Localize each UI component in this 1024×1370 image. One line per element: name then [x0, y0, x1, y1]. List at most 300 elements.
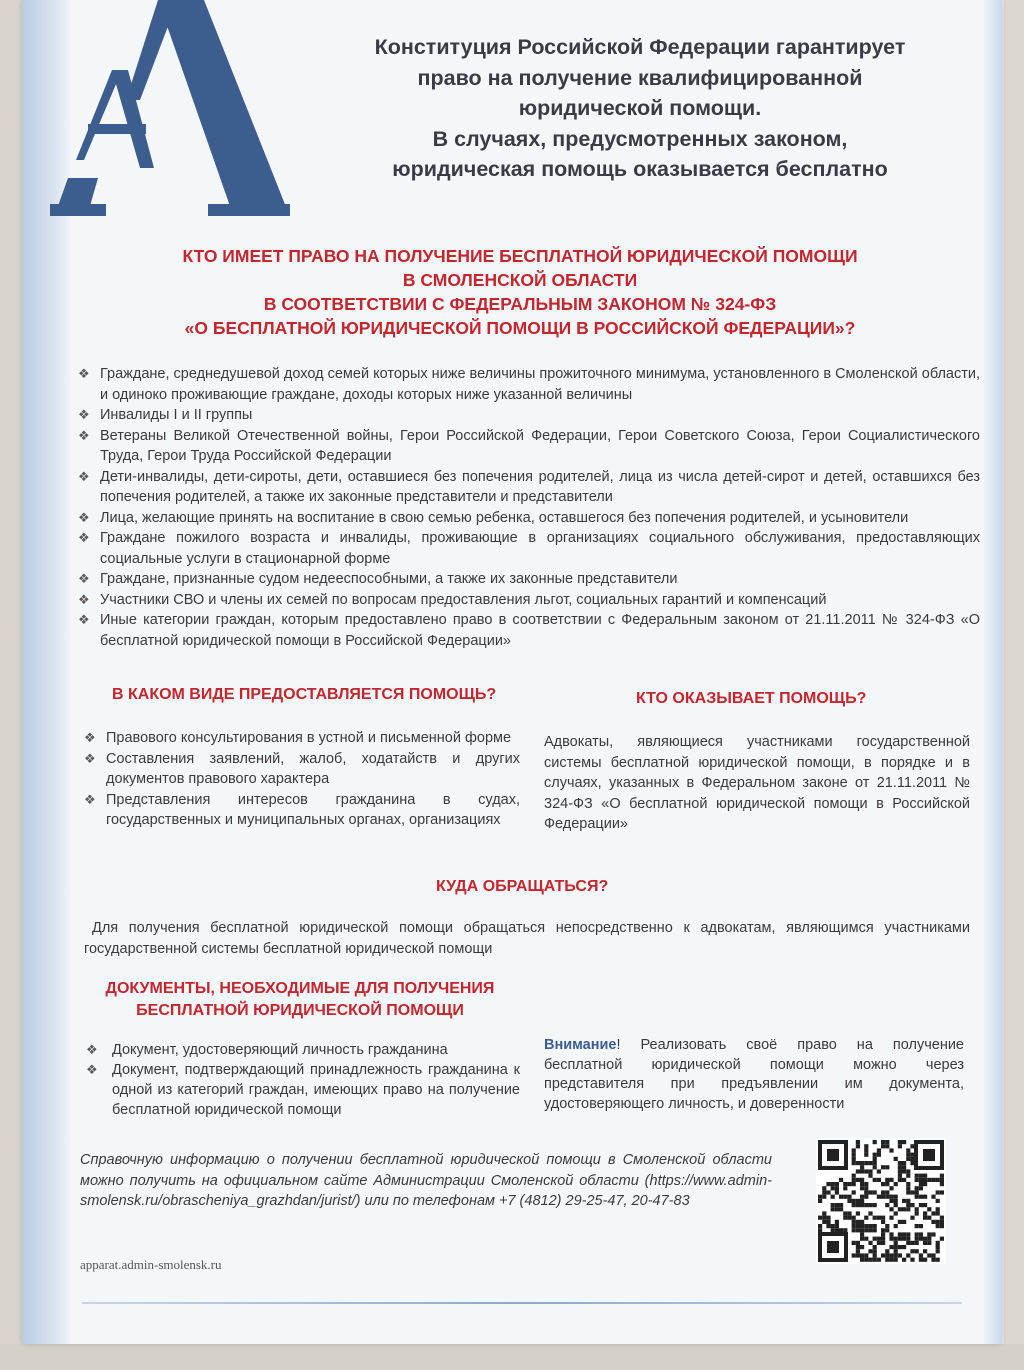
qr-module — [898, 1169, 902, 1173]
qr-module — [906, 1148, 910, 1152]
qr-module — [889, 1207, 893, 1211]
list-item — [82, 790, 520, 831]
qr-module — [826, 1190, 830, 1194]
qr-module — [873, 1216, 877, 1220]
qr-module — [919, 1174, 923, 1178]
qr-module — [898, 1237, 902, 1241]
qr-module — [843, 1186, 847, 1190]
qr-module — [852, 1148, 856, 1152]
qr-module — [843, 1216, 847, 1220]
qr-module — [843, 1211, 847, 1215]
qr-module — [919, 1186, 923, 1190]
qr-module — [877, 1237, 881, 1241]
qr-module — [906, 1199, 910, 1203]
qr-module — [847, 1195, 851, 1199]
qr-module — [822, 1216, 826, 1220]
list-item-text: Правового консультирования в устной и письменной форме — [106, 730, 512, 746]
qr-module — [906, 1182, 910, 1186]
qr-module — [873, 1228, 877, 1232]
qr-module — [915, 1249, 919, 1253]
list-item-text: Граждане, признанные судом недееспособными, а также их законные представители — [100, 571, 678, 587]
docs-heading-line: ДОКУМЕНТЫ, НЕОБХОДИМЫЕ ДЛЯ ПОЛУЧЕНИЯ — [105, 980, 495, 997]
qr-module — [885, 1253, 889, 1257]
qr-module — [915, 1241, 919, 1245]
qr-module — [940, 1174, 944, 1178]
qr-module — [873, 1190, 877, 1194]
diamond-bullet-icon: ❖ — [78, 530, 90, 545]
qr-module — [856, 1253, 860, 1257]
qr-module — [889, 1186, 893, 1190]
qr-module — [868, 1203, 872, 1207]
qr-module — [915, 1207, 919, 1211]
qr-module — [881, 1195, 885, 1199]
qr-module — [818, 1216, 822, 1220]
qr-module — [881, 1241, 885, 1245]
qr-module — [852, 1253, 856, 1257]
qr-module — [860, 1253, 864, 1257]
qr-module — [852, 1157, 856, 1161]
qr-module — [889, 1199, 893, 1203]
qr-module — [822, 1211, 826, 1215]
eligibility-list — [76, 364, 980, 651]
qr-module — [868, 1169, 872, 1173]
reference-info: Справочную информацию о получении бесплатной юридической помощи в Смоленской области можно получить на официальном сайте Администрации Смоленской области (https://www.admin-smolensk.ru/obrascheniya_grazhdan/jurist/) или по телефонам +7 (4812) 29-25-47, 20-47-83 — [80, 1152, 772, 1209]
qr-module — [910, 1161, 914, 1165]
qr-module — [910, 1203, 914, 1207]
footer-divider — [82, 1302, 962, 1304]
qr-module — [894, 1224, 898, 1228]
qr-module — [910, 1249, 914, 1253]
qr-module — [818, 1224, 822, 1228]
qr-module — [940, 1237, 944, 1241]
diamond-bullet-icon: ❖ — [84, 791, 96, 807]
qr-module — [910, 1190, 914, 1194]
qr-module — [835, 1224, 839, 1228]
qr-module — [885, 1258, 889, 1262]
diamond-bullet-icon: ❖ — [78, 366, 90, 381]
list-item-text: Иные категории граждан, которым предоставлено право в соответствии с Федеральным законом от 21.11.2011 № 324-ФЗ «О бесплатной юридической помощи в Российской Федерации» — [100, 612, 980, 649]
qr-module — [856, 1228, 860, 1232]
qr-module — [885, 1195, 889, 1199]
qr-module — [831, 1195, 835, 1199]
qr-module — [919, 1258, 923, 1262]
qr-module — [852, 1182, 856, 1186]
eligibility-heading-line: В СООТВЕТСТВИИ С ФЕДЕРАЛЬНЫМ ЗАКОНОМ № 324-ФЗ — [263, 294, 777, 314]
wall-right — [1004, 0, 1024, 1370]
where-text: Для получения бесплатной юридической помощи обращаться непосредственно к адвокатам, являющимся участниками государственной системы бесплатной юридической помощи — [84, 920, 970, 957]
qr-module — [860, 1169, 864, 1173]
qr-module — [927, 1253, 931, 1257]
qr-module — [864, 1153, 868, 1157]
qr-module — [868, 1241, 872, 1245]
qr-module — [839, 1178, 843, 1182]
qr-module — [936, 1249, 940, 1253]
qr-module — [873, 1237, 877, 1241]
qr-module — [919, 1232, 923, 1236]
qr-module — [894, 1241, 898, 1245]
qr-module — [881, 1216, 885, 1220]
qr-module — [885, 1190, 889, 1194]
qr-module — [864, 1144, 868, 1148]
diamond-bullet-icon: ❖ — [78, 427, 90, 443]
qr-module — [860, 1161, 864, 1165]
qr-module — [923, 1211, 927, 1215]
qr-module — [902, 1220, 906, 1224]
intro-line: Конституция Российской Федерации гарантирует — [374, 35, 906, 59]
list-item — [84, 1040, 520, 1060]
list-item — [76, 467, 980, 508]
qr-module — [839, 1203, 843, 1207]
qr-module — [915, 1232, 919, 1236]
list-item-text: Граждане, среднедушевой доход семей которых ниже величины прожиточного минимума, установленного в Смоленской области, и одиноко проживающие граждане, доходы которых ниже указанной величины — [100, 366, 981, 403]
qr-module — [894, 1199, 898, 1203]
qr-module — [936, 1224, 940, 1228]
list-item-text: Граждане пожилого возраста и инвалиды, проживающие в организациях социального обслуживания, предоставляющих социальные услуги в стационарной форме — [100, 530, 980, 567]
qr-module — [856, 1178, 860, 1182]
diamond-bullet-icon: ❖ — [84, 730, 96, 745]
eligibility-heading — [100, 244, 940, 340]
qr-module — [835, 1186, 839, 1190]
list-item-text: Инвалиды I и II группы — [100, 407, 253, 423]
diamond-bullet-icon: ❖ — [78, 468, 90, 484]
qr-module — [894, 1182, 898, 1186]
qr-module — [898, 1245, 902, 1249]
qr-module — [864, 1203, 868, 1207]
qr-module — [826, 1220, 830, 1224]
qr-module — [856, 1169, 860, 1173]
qr-module — [864, 1195, 868, 1199]
list-item — [76, 528, 980, 569]
qr-module — [931, 1220, 935, 1224]
qr-module — [902, 1169, 906, 1173]
qr-module — [835, 1182, 839, 1186]
qr-module — [902, 1245, 906, 1249]
qr-module — [822, 1195, 826, 1199]
qr-module — [885, 1178, 889, 1182]
docs-list — [84, 1040, 520, 1120]
qr-module — [894, 1237, 898, 1241]
qr-module — [927, 1178, 931, 1182]
qr-module — [936, 1178, 940, 1182]
qr-module — [873, 1153, 877, 1157]
qr-module — [873, 1161, 877, 1165]
qr-module — [868, 1190, 872, 1194]
list-item-text: Представления интересов гражданина в судах, государственных и муниципальных органах, организациях — [106, 791, 520, 828]
qr-module — [898, 1165, 902, 1169]
qr-module — [919, 1195, 923, 1199]
qr-module — [906, 1153, 910, 1157]
qr-module — [885, 1144, 889, 1148]
qr-module — [847, 1182, 851, 1186]
qr-module — [835, 1220, 839, 1224]
qr-module — [877, 1216, 881, 1220]
qr-module — [927, 1241, 931, 1245]
qr-module — [936, 1241, 940, 1245]
list-item — [76, 590, 980, 611]
qr-module — [860, 1195, 864, 1199]
qr-module — [915, 1211, 919, 1215]
qr-module — [856, 1144, 860, 1148]
letter-a-logo — [28, 0, 298, 222]
qr-module — [864, 1161, 868, 1165]
qr-module — [860, 1237, 864, 1241]
qr-module — [902, 1237, 906, 1241]
qr-module — [906, 1232, 910, 1236]
diamond-bullet-icon: ❖ — [78, 407, 90, 422]
wall-left — [0, 0, 22, 1370]
qr-module — [910, 1216, 914, 1220]
who-heading: КТО ОКАЗЫВАЕТ ПОМОЩЬ? — [636, 690, 867, 707]
qr-module — [885, 1203, 889, 1207]
qr-module — [889, 1232, 893, 1236]
qr-module — [898, 1161, 902, 1165]
qr-module — [902, 1165, 906, 1169]
qr-module — [881, 1232, 885, 1236]
qr-module — [927, 1232, 931, 1236]
qr-module — [889, 1258, 893, 1262]
qr-module — [860, 1245, 864, 1249]
eligibility-heading-line: «О БЕСПЛАТНОЙ ЮРИДИЧЕСКОЙ ПОМОЩИ В РОССИЙСКОЙ ФЕДЕРАЦИИ»? — [184, 318, 856, 338]
qr-module — [910, 1157, 914, 1161]
intro-line: юридической помощи. — [518, 96, 762, 120]
qr-module — [868, 1174, 872, 1178]
qr-module — [931, 1178, 935, 1182]
qr-module — [881, 1220, 885, 1224]
list-item — [76, 610, 980, 651]
qr-module — [847, 1199, 851, 1203]
qr-module — [864, 1148, 868, 1152]
qr-module — [856, 1203, 860, 1207]
qr-module — [910, 1153, 914, 1157]
qr-module — [852, 1178, 856, 1182]
qr-module — [868, 1249, 872, 1253]
qr-module — [822, 1190, 826, 1194]
list-item — [76, 405, 980, 426]
qr-module — [894, 1157, 898, 1161]
qr-module — [910, 1144, 914, 1148]
wall-bottom — [0, 1344, 1024, 1370]
list-item — [82, 728, 520, 749]
qr-module — [852, 1216, 856, 1220]
qr-module — [906, 1253, 910, 1257]
qr-module — [852, 1241, 856, 1245]
qr-module — [885, 1249, 889, 1253]
qr-module — [906, 1207, 910, 1211]
qr-module — [915, 1174, 919, 1178]
qr-module — [885, 1165, 889, 1169]
qr-module — [873, 1178, 877, 1182]
qr-module — [902, 1199, 906, 1203]
list-item — [82, 749, 520, 790]
qr-module — [822, 1186, 826, 1190]
list-item-text: Лица, желающие принять на воспитание в свою семью ребенка, оставшегося без попечения родителей, и усыновители — [100, 509, 909, 526]
list-item — [76, 508, 980, 529]
qr-module — [873, 1245, 877, 1249]
qr-module — [860, 1182, 864, 1186]
qr-module — [818, 1199, 822, 1203]
qr-module — [864, 1228, 868, 1232]
diamond-bullet-icon: ❖ — [78, 591, 90, 607]
qr-module — [860, 1224, 864, 1228]
qr-module — [906, 1174, 910, 1178]
qr-module — [889, 1148, 893, 1152]
qr-module — [936, 1199, 940, 1203]
how-heading: В КАКОМ ВИДЕ ПРЕДОСТАВЛЯЕТСЯ ПОМОЩЬ? — [112, 686, 497, 703]
qr-module — [936, 1211, 940, 1215]
qr-module — [877, 1153, 881, 1157]
list-item-text: Составления заявлений, жалоб, ходатайств и других документов правового характера — [106, 750, 520, 787]
qr-module — [881, 1165, 885, 1169]
list-item — [76, 364, 980, 405]
qr-module — [889, 1195, 893, 1199]
qr-module — [818, 1195, 822, 1199]
qr-module — [839, 1195, 843, 1199]
qr-module — [898, 1220, 902, 1224]
qr-module — [864, 1258, 868, 1262]
footer-site: apparat.admin-smolensk.ru — [80, 1257, 222, 1272]
qr-module — [894, 1203, 898, 1207]
qr-module — [860, 1258, 864, 1262]
qr-module — [906, 1169, 910, 1173]
qr-module — [822, 1220, 826, 1224]
qr-module — [923, 1216, 927, 1220]
qr-module — [868, 1224, 872, 1228]
qr-module — [873, 1224, 877, 1228]
qr-module — [864, 1216, 868, 1220]
qr-module — [868, 1211, 872, 1215]
qr-module — [894, 1195, 898, 1199]
qr-module — [919, 1178, 923, 1182]
qr-module — [923, 1237, 927, 1241]
list-item — [76, 569, 980, 590]
attention-text: ! Реализовать своё право на получение бесплатной юридической помощи можно через представителя при предъявлении им документа, удостоверяющего личность, и доверенности — [544, 1037, 964, 1112]
diamond-bullet-icon: ❖ — [86, 1042, 98, 1057]
qr-module — [902, 1258, 906, 1262]
eligibility-heading-line: КТО ИМЕЕТ ПРАВО НА ПОЛУЧЕНИЕ БЕСПЛАТНОЙ ЮРИДИЧЕСКОЙ ПОМОЩИ — [182, 246, 858, 266]
qr-module — [856, 1140, 860, 1144]
qr-module — [889, 1253, 893, 1257]
intro-line: В случаях, предусмотренных законом, — [432, 126, 848, 151]
qr-module — [847, 1216, 851, 1220]
qr-module — [902, 1161, 906, 1165]
qr-module — [877, 1241, 881, 1245]
diamond-bullet-icon: ❖ — [84, 750, 96, 766]
qr-module — [927, 1216, 931, 1220]
qr-module — [894, 1245, 898, 1249]
qr-module — [873, 1140, 877, 1144]
qr-module — [923, 1174, 927, 1178]
qr-module — [940, 1216, 944, 1220]
qr-module — [831, 1228, 835, 1232]
qr-module — [831, 1224, 835, 1228]
qr-module — [843, 1228, 847, 1232]
qr-module — [864, 1253, 868, 1257]
qr-module — [910, 1258, 914, 1262]
qr-module — [839, 1207, 843, 1211]
qr-module — [894, 1249, 898, 1253]
docs-heading — [90, 978, 510, 1022]
qr-module — [835, 1203, 839, 1207]
qr-module — [835, 1190, 839, 1194]
qr-module — [856, 1245, 860, 1249]
qr-module — [864, 1169, 868, 1173]
intro-line: право на получение квалифицированной — [417, 65, 863, 90]
qr-module — [831, 1186, 835, 1190]
qr-module — [843, 1182, 847, 1186]
qr-module — [906, 1157, 910, 1161]
qr-module — [902, 1140, 906, 1144]
qr-module — [915, 1178, 919, 1182]
qr-module — [898, 1232, 902, 1236]
qr-module — [923, 1178, 927, 1182]
qr-module — [831, 1203, 835, 1207]
qr-module — [835, 1228, 839, 1232]
qr-module — [864, 1190, 868, 1194]
qr-module — [898, 1253, 902, 1257]
qr-module — [915, 1224, 919, 1228]
qr-module — [906, 1190, 910, 1194]
qr-module — [873, 1157, 877, 1161]
qr-module — [919, 1224, 923, 1228]
qr-module — [860, 1165, 864, 1169]
qr-module — [902, 1178, 906, 1182]
qr-module — [889, 1237, 893, 1241]
qr-module — [818, 1228, 822, 1232]
qr-module — [873, 1253, 877, 1257]
qr-module — [940, 1178, 944, 1182]
qr-module — [894, 1253, 898, 1257]
qr-module — [915, 1195, 919, 1199]
qr-module — [936, 1220, 940, 1224]
qr-module — [881, 1140, 885, 1144]
qr-module — [852, 1174, 856, 1178]
list-item-text: Дети-инвалиды, дети-сироты, дети, оставшиеся без попечения родителей, лица из числа детей-сирот и детей, оставшихся без попечения родителей, а также их законные представители и представители — [100, 468, 980, 505]
qr-module — [877, 1195, 881, 1199]
qr-module — [852, 1224, 856, 1228]
qr-module — [868, 1228, 872, 1232]
qr-module — [860, 1203, 864, 1207]
qr-module — [898, 1144, 902, 1148]
qr-module — [906, 1203, 910, 1207]
qr-module — [940, 1224, 944, 1228]
qr-module — [919, 1182, 923, 1186]
qr-module — [868, 1258, 872, 1262]
diamond-bullet-icon: ❖ — [78, 509, 90, 525]
attention-label: Внимание — [544, 1037, 617, 1053]
qr-module — [923, 1182, 927, 1186]
qr-module — [915, 1190, 919, 1194]
qr-module — [940, 1182, 944, 1186]
qr-module — [852, 1199, 856, 1203]
qr-module — [877, 1169, 881, 1173]
qr-module — [885, 1182, 889, 1186]
qr-module — [856, 1199, 860, 1203]
qr-module — [881, 1190, 885, 1194]
qr-module — [881, 1237, 885, 1241]
qr-module — [873, 1203, 877, 1207]
qr-module — [936, 1207, 940, 1211]
qr-module — [906, 1237, 910, 1241]
qr-module — [873, 1249, 877, 1253]
qr-module — [852, 1220, 856, 1224]
qr-module — [931, 1258, 935, 1262]
qr-module — [873, 1165, 877, 1169]
docs-heading-line: БЕСПЛАТНОЙ ЮРИДИЧЕСКОЙ ПОМОЩИ — [136, 1002, 464, 1019]
qr-module — [860, 1220, 864, 1224]
qr-module — [856, 1211, 860, 1215]
qr-module — [898, 1140, 902, 1144]
qr-module — [864, 1186, 868, 1190]
